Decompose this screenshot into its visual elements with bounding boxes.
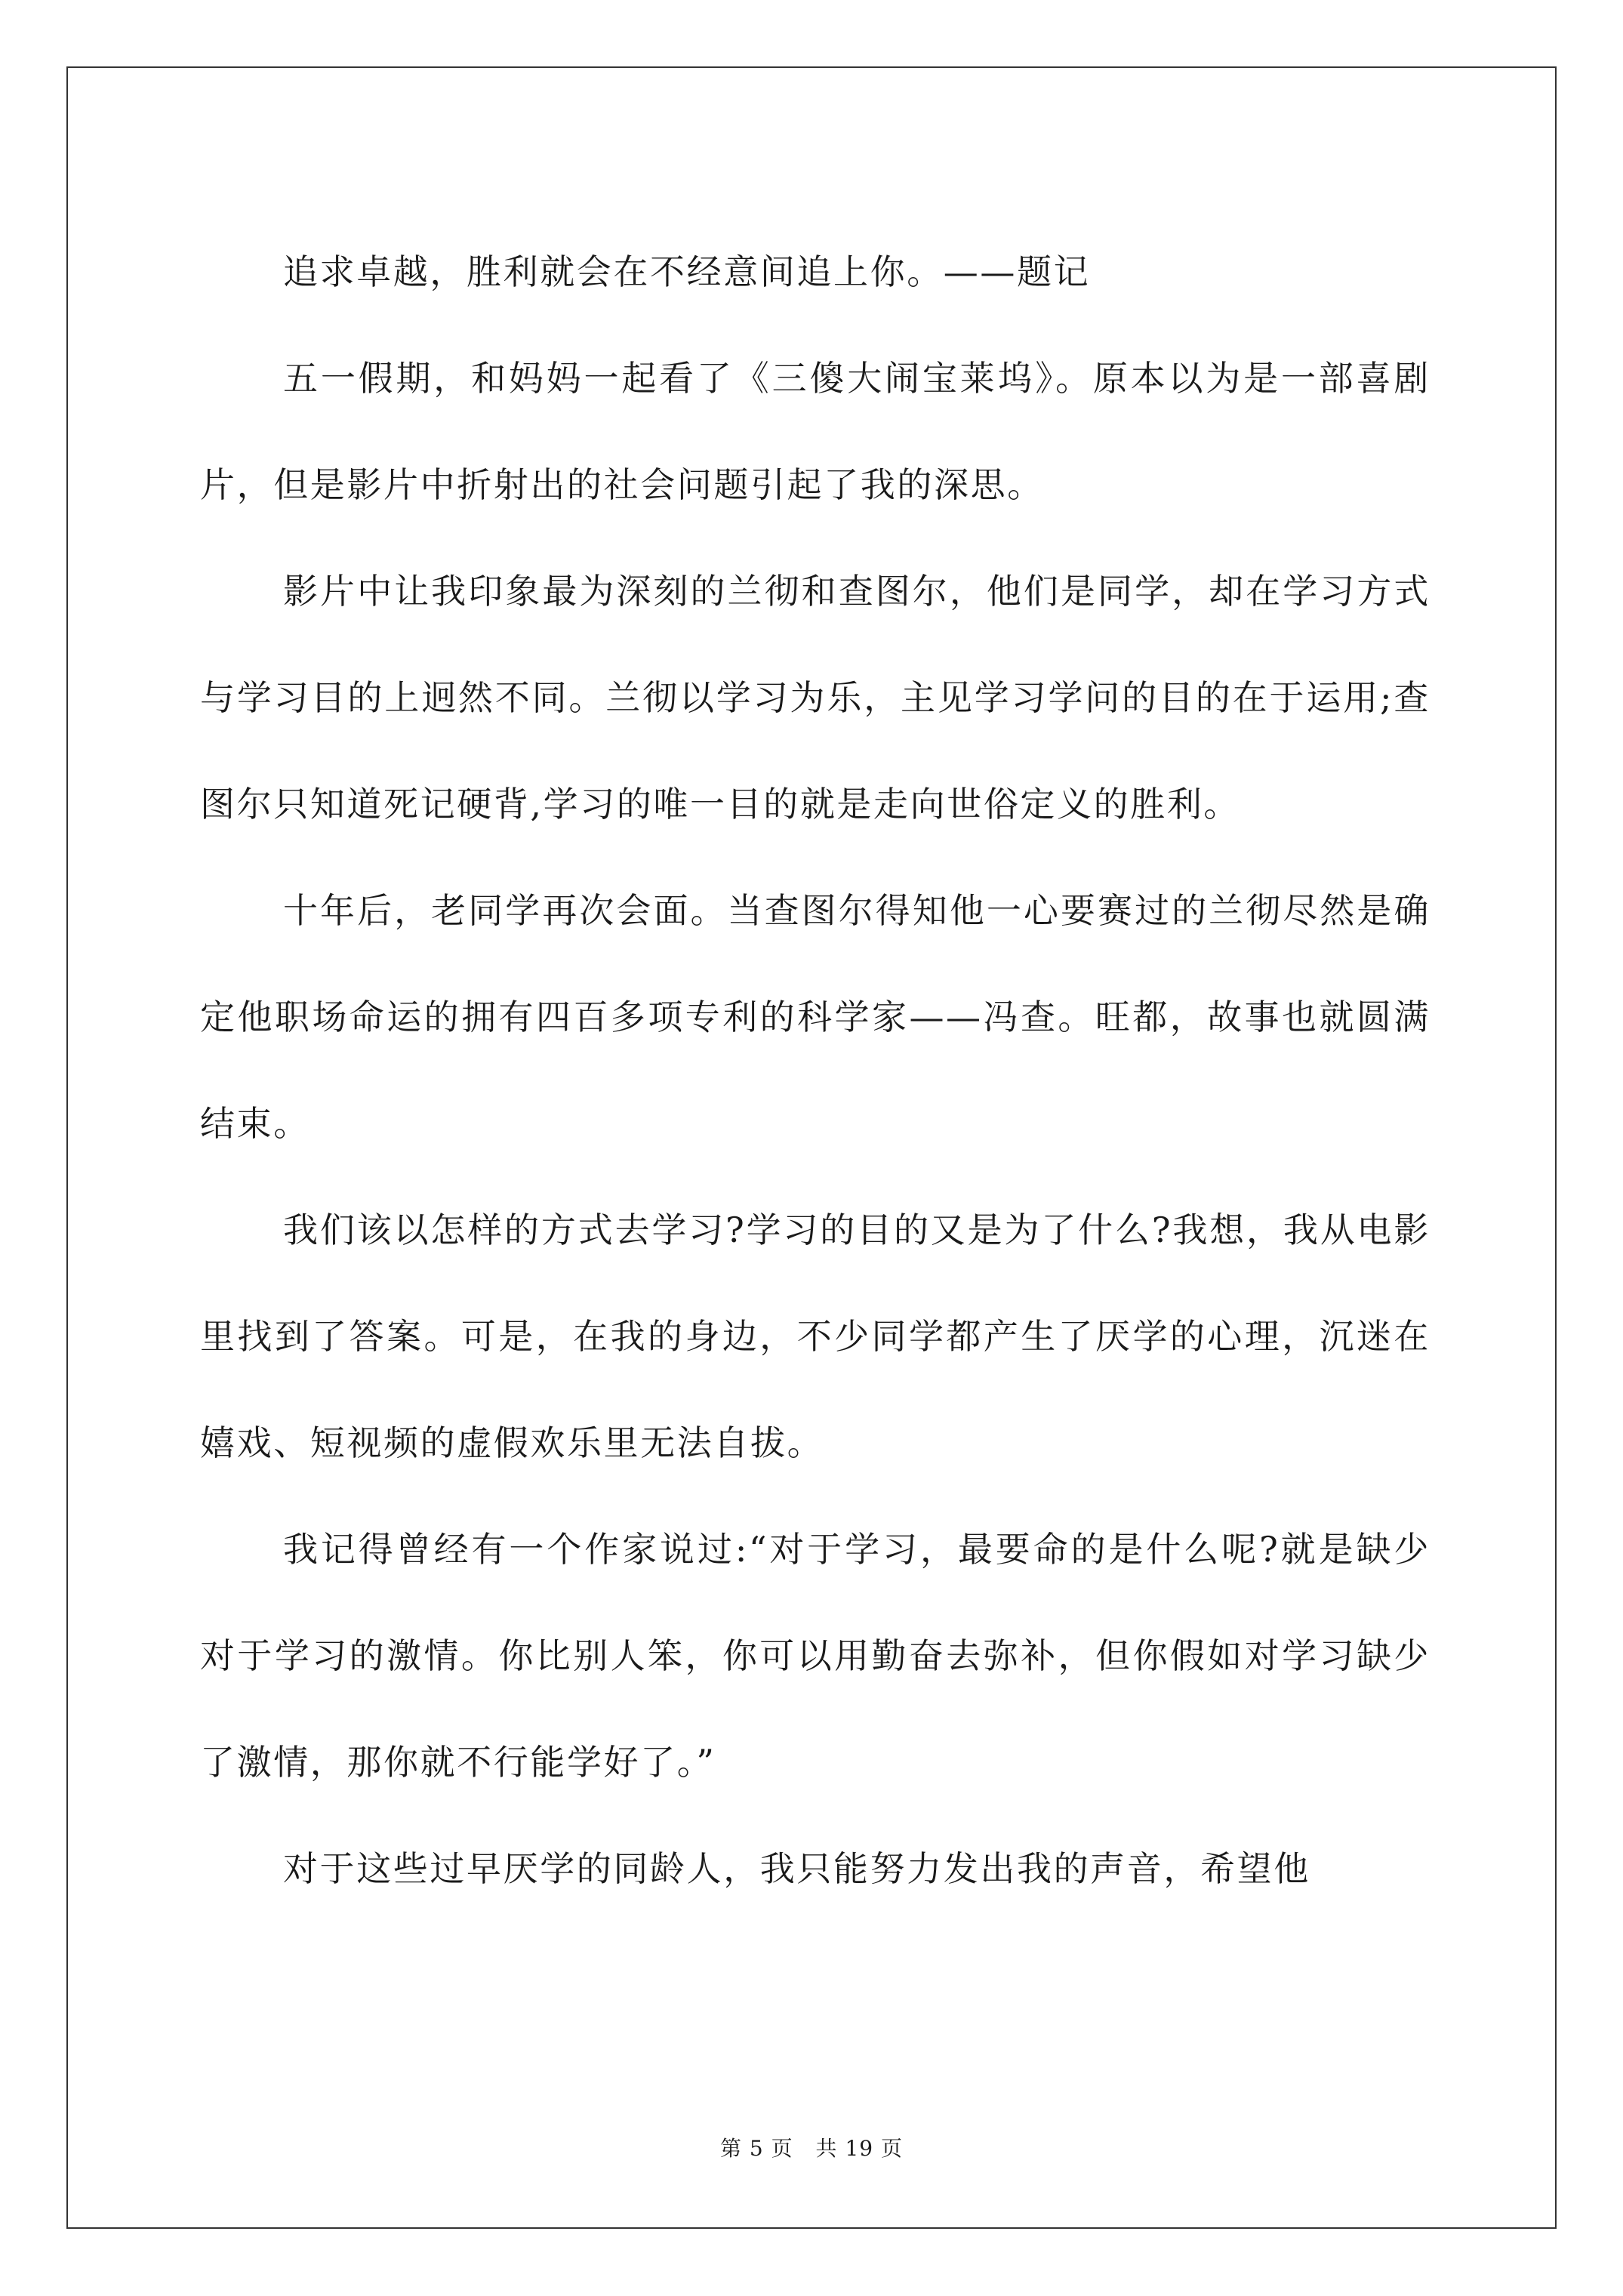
page-footer bbox=[0, 2134, 1623, 2164]
body-paragraph-2: 影片中让我印象最为深刻的兰彻和查图尔，他们是同学，却在学习方式与学习目的上迥然不同。兰彻以学习为乐，主见学习学问的目的在于运用;查图尔只知道死记硬背,学习的唯一目的就是走向世俗定义的胜利。 bbox=[200, 571, 1431, 824]
document-body bbox=[200, 219, 1431, 1922]
body-paragraph-3: 十年后，老同学再次会面。当查图尔得知他一心要赛过的兰彻尽然是确定他职场命运的拥有四百多项专利的科学家——冯查。旺都，故事也就圆满结束。 bbox=[200, 890, 1431, 1144]
epigraph-paragraph: 追求卓越，胜利就会在不经意间追上你。——题记 bbox=[283, 251, 1091, 292]
page-total: 共 19 页 bbox=[815, 2136, 903, 2161]
body-paragraph-6: 对于这些过早厌学的同龄人，我只能努力发出我的声音，希望他 bbox=[283, 1848, 1310, 1889]
body-paragraph-4: 我们该以怎样的方式去学习?学习的目的又是为了什么?我想，我从电影里找到了答案。可是，在我的身边，不少同学都产生了厌学的心理，沉迷在嬉戏、短视频的虚假欢乐里无法自拔。 bbox=[200, 1210, 1431, 1463]
page-number: 第 5 页 bbox=[720, 2136, 793, 2161]
body-paragraph-1: 五一假期，和妈妈一起看了《三傻大闹宝莱坞》。原本以为是一部喜剧片，但是影片中折射出的社会问题引起了我的深思。 bbox=[200, 358, 1431, 505]
body-paragraph-5: 我记得曾经有一个作家说过:“对于学习，最要命的是什么呢?就是缺少对于学习的激情。你比别人笨，你可以用勤奋去弥补，但你假如对学习缺少了激情，那你就不行能学好了。” bbox=[200, 1529, 1431, 1783]
